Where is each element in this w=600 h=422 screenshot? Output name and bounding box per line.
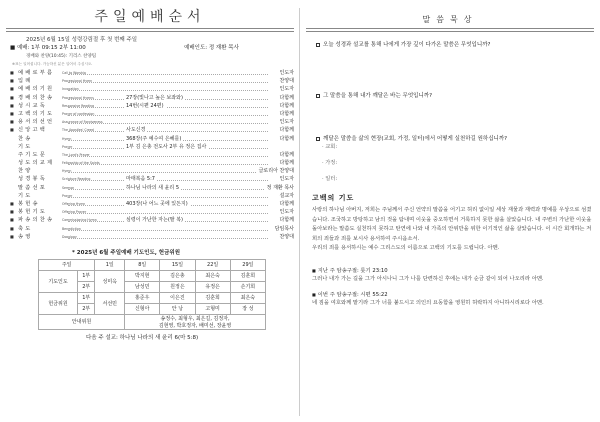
order-mark: ■ xyxy=(10,217,14,223)
order-english: Prayer xyxy=(62,193,73,198)
order-english: Assurance of Forgiveness xyxy=(62,120,103,125)
order-leader-dots xyxy=(68,123,268,124)
prayer-sub1: 1부 xyxy=(78,270,95,281)
order-leader: 담임목사 xyxy=(274,225,294,232)
order-leader-dots xyxy=(68,197,268,198)
order-leader: 인도자 xyxy=(279,119,294,126)
order-mark: ■ xyxy=(10,233,14,239)
order-leader-dots xyxy=(68,230,268,231)
order-item xyxy=(6,175,294,183)
order-english: Sermon xyxy=(62,185,75,190)
order-label: 축 도 xyxy=(18,225,31,232)
question-2 xyxy=(316,91,594,100)
confession-title: 고백의 기도 xyxy=(312,194,355,202)
order-content: 마태복음 5:7 xyxy=(126,176,155,183)
order-label: 봉 헌 기 도 xyxy=(18,209,46,216)
order-leader-dots xyxy=(68,180,268,181)
order-leader-dots xyxy=(68,156,268,157)
order-label: 예 배 로 부 름 xyxy=(18,70,53,76)
order-leader-dots xyxy=(68,213,268,214)
order-item xyxy=(6,135,294,143)
order-label: 용 서 의 선 언 xyxy=(18,119,53,126)
order-english: The Apostles' Creed xyxy=(62,128,94,133)
meditation-panel xyxy=(306,6,594,308)
checkbox-icon xyxy=(316,137,320,141)
schedule-cell: 안 낭 xyxy=(160,303,195,314)
order-label: 경 배 의 찬 송 xyxy=(18,94,53,101)
order-item xyxy=(6,94,294,102)
title-rule xyxy=(6,28,294,32)
order-mark: ■ xyxy=(10,209,14,215)
prayer-row-1 xyxy=(39,270,266,281)
order-item xyxy=(6,126,294,134)
order-label: 입 례 xyxy=(18,78,31,85)
schedule-cell: 박지현 xyxy=(125,270,160,281)
order-mark: ■ xyxy=(10,70,14,75)
order-leader: 인도자 xyxy=(279,176,294,183)
order-item xyxy=(6,102,294,110)
schedule-cell: 최은숙 xyxy=(195,270,230,281)
order-label: 고 백 의 기 도 xyxy=(18,110,53,117)
answer-space-2 xyxy=(306,100,594,134)
order-item xyxy=(6,192,294,200)
order-english: Offering Prayer xyxy=(62,210,87,215)
last-week-verse-label: 지난 주 암송구절: 룻기 23:10 xyxy=(317,267,388,274)
offer-row-1 xyxy=(39,292,266,303)
order-mark: ■ xyxy=(10,225,14,231)
order-mark: ■ xyxy=(10,86,14,92)
order-label: 성 시 교 독 xyxy=(18,102,46,109)
schedule-cell: 최은숙 xyxy=(230,292,265,303)
order-item xyxy=(6,151,294,159)
order-item xyxy=(6,167,294,175)
schedule-table xyxy=(38,259,266,330)
schedule-cell: 유정은 xyxy=(195,281,230,292)
schedule-header-cell: 8일 xyxy=(125,259,160,270)
order-english: Hymn xyxy=(62,169,72,174)
this-week-verse-heading xyxy=(312,290,594,298)
schedule-cell: 홍준우 xyxy=(125,292,160,303)
order-content: 14번(시편 24편) xyxy=(126,102,164,109)
order-english: The Lord's Prayer xyxy=(62,152,90,157)
order-label: 성 경 봉 독 xyxy=(18,176,46,183)
order-item xyxy=(6,216,294,224)
order-item xyxy=(6,200,294,208)
order-content: 368장(주 예수여 은혜를) xyxy=(126,135,182,142)
order-leader: 다함께 xyxy=(279,201,294,207)
worship-order-panel xyxy=(6,6,294,341)
order-english: Fellowship of the Saints xyxy=(62,161,100,166)
schedule-cell: 김훈희 xyxy=(230,270,265,281)
order-leader-dots xyxy=(68,74,268,75)
order-english: Invocation xyxy=(62,87,79,92)
order-label: 파 송 의 찬 송 xyxy=(18,217,53,224)
worship-order-title: 주일예배순서 xyxy=(94,9,206,25)
answer-work: · 일터: xyxy=(322,176,338,182)
schedule-header-cell: 15일 xyxy=(160,259,195,270)
guide-names xyxy=(125,314,266,329)
order-leader-dots xyxy=(68,131,268,132)
order-leader-dots xyxy=(68,172,268,173)
schedule-header-cell: 29일 xyxy=(230,259,265,270)
order-content: 27장(빛나고 높은 보좌와) xyxy=(126,94,183,101)
schedule-cell: 이은진 xyxy=(160,292,195,303)
next-week-sermon: 다음 주 설교: 하나님 나라의 새 윤리 6(마 5:8) xyxy=(86,334,199,341)
schedule-title: * 2025년 6월 주일예배 기도인도, 헌금위원 xyxy=(72,249,181,256)
schedule-cell: 원정은 xyxy=(160,281,195,292)
order-english: Responsive Reading xyxy=(62,103,95,108)
square-bullet-icon: ■ xyxy=(312,291,316,297)
question-3 xyxy=(316,134,594,143)
schedule-header-cell: 주일 xyxy=(39,259,95,270)
confession-text: 사랑의 하나님 아버지, 저희는 주님께서 주신 언약의 말씀을 어기고 허리 없이일 세상 재물과 재력과 명예를 우상으로 섬겼습니다. 조국하고 방탕하고 남의 것을 탐내며 이웃을 중오하면서 거룩하지 못한 삶을 살았습니다. 내 주변의 가난한 이웃을 돌아보라는 말씀도 실천하지 못하고 탄연에 나와 내 가족의 안위만을 위한 이기적인 삶을 살았습니다. 이 시간 회개하는 저희의 죄들과 죄를 보시사 용서하여 주시옵소서. xyxy=(312,207,592,242)
meditation-title: 말씀묵상 xyxy=(422,15,478,24)
schedule-cell: 장 성 xyxy=(230,303,265,314)
order-content: 사도신경 xyxy=(126,127,146,134)
order-label: 말 씀 선 포 xyxy=(18,184,46,191)
schedule-cell: 김은총 xyxy=(160,270,195,281)
order-leader-dots xyxy=(68,238,268,239)
this-week-verse-text: 네 짐을 여호와께 맡기라 그가 너를 붙드시고 의인의 요동함을 영원히 허락하지 아니하시리로다 아멘. xyxy=(312,299,544,306)
order-item xyxy=(6,85,294,93)
order-english: Scripture Reading xyxy=(62,177,91,182)
order-label: 주 기 도 문 xyxy=(18,151,46,158)
order-leader-dots xyxy=(68,90,268,91)
order-leader: 다함께 xyxy=(279,151,294,158)
praise-team-line: 경배와 찬양(10:45): 기리스 찬양팀 xyxy=(26,54,97,59)
square-bullet-icon: ■ xyxy=(312,267,316,273)
order-mark: ■ xyxy=(10,102,14,108)
question-2-text: 그 말씀을 통해 내가 깨달은 바는 무엇입니까? xyxy=(323,93,433,99)
order-mark: ■ xyxy=(10,127,14,133)
service-leader: 예배인도: 정 재환 목사 xyxy=(184,45,239,51)
answer-church: · 교회: xyxy=(322,144,338,150)
order-english: Processional Hymns xyxy=(62,95,94,100)
order-label: 기 도 xyxy=(18,192,31,199)
question-3-text: 깨달은 말씀을 삶의 현장(교회, 가정, 일터)에서 어떻게 실천하길 원하십니까? xyxy=(323,136,508,142)
order-mark: ■ xyxy=(10,119,14,125)
order-item xyxy=(6,184,294,192)
order-english: Processional Hymn xyxy=(62,79,93,84)
order-item xyxy=(6,159,294,167)
this-week-verse-label: 이번 주 암송구절: 시편 55:22 xyxy=(317,291,388,298)
schedule-cell: 신형아 xyxy=(125,303,160,314)
last-week-verse-heading xyxy=(312,266,594,274)
order-item xyxy=(6,77,294,85)
order-label: 예 배 의 기 원 xyxy=(18,86,53,93)
guide-label: 안내위원 xyxy=(39,314,125,329)
order-leader: 다함께 xyxy=(279,160,294,167)
confession-ending: 우리의 죄를 용서하시는 예수 그리스도의 이름으로 고백의 기도를 드립니다. 아멘. xyxy=(312,245,500,251)
order-item xyxy=(6,208,294,216)
order-item xyxy=(6,110,294,118)
order-leader: 정 재환 목사 xyxy=(266,184,294,191)
question-1 xyxy=(316,40,594,49)
answer-space-1 xyxy=(306,49,594,91)
order-leader: 찬양대 xyxy=(279,233,294,240)
order-mark: ■ xyxy=(10,110,14,116)
order-label: 성 도 의 교 제 xyxy=(18,160,53,167)
order-leader: 인도자 xyxy=(279,209,294,216)
order-label: 신 앙 고 백 xyxy=(18,127,46,134)
order-label: 찬 송 xyxy=(18,135,31,142)
order-mark: ■ xyxy=(10,94,14,100)
order-item xyxy=(6,69,294,77)
order-leader-dots xyxy=(68,115,268,116)
checkbox-icon xyxy=(316,43,320,47)
order-english: Doxology xyxy=(62,234,77,239)
order-leader: 다함께 xyxy=(279,135,294,142)
order-english: Call to Worship xyxy=(62,71,86,75)
order-item xyxy=(6,225,294,233)
order-leader: 인도자 xyxy=(279,70,294,76)
schedule-cell: 고형미 xyxy=(195,303,230,314)
order-leader: 글로리아 찬양대 xyxy=(258,168,294,175)
order-leader: 인도자 xyxy=(279,86,294,93)
schedule-cell: 남성민 xyxy=(125,281,160,292)
answer-home: · 가정: xyxy=(322,160,338,166)
order-label: 찬 양 xyxy=(18,168,31,175)
order-label: 봉 헌 송 xyxy=(18,201,38,207)
order-item xyxy=(6,233,294,241)
order-label: 송 영 xyxy=(18,233,31,240)
guide-names-line2: 김현영, 박호정자, 배미선, 장윤영 xyxy=(158,322,232,329)
order-english: Benediction xyxy=(62,226,81,231)
service-times xyxy=(6,43,294,53)
checkbox-icon xyxy=(316,94,320,98)
order-label: 기 도 xyxy=(18,143,31,150)
guide-names-line1: 송정수, 최형우, 최은길, 김정자, xyxy=(160,315,230,322)
schedule-cell: 손기희 xyxy=(230,281,265,292)
column-divider xyxy=(299,8,300,416)
offer-sub2: 2부 xyxy=(78,303,95,314)
order-leader: 다함께 xyxy=(279,102,294,109)
order-english: Hymn xyxy=(62,136,72,141)
order-content: 1부 김 은총 전도사 2부 유 정은 집사 xyxy=(126,143,207,150)
order-leader: 다함께 xyxy=(279,127,294,134)
order-leader: 다함께 xyxy=(279,94,294,101)
order-mark: ■ xyxy=(10,78,14,84)
offer-label: 헌금위원 xyxy=(39,292,78,314)
order-leader: 다함께 xyxy=(279,217,294,224)
schedule-header-row xyxy=(39,259,266,270)
order-english: Prayer of confession xyxy=(62,111,95,116)
order-list xyxy=(6,69,294,241)
meditation-rule xyxy=(306,28,594,32)
order-content: 심령이 가난한 자는(팔 복) xyxy=(126,217,183,224)
order-item xyxy=(6,118,294,126)
offer-leader: 서선민 xyxy=(95,292,125,314)
order-content: 하나님 나라의 새 윤리 5 xyxy=(126,184,180,191)
guide-row xyxy=(39,314,266,329)
order-leader: 찬양대 xyxy=(279,78,294,85)
question-1-text: 오늘 성경과 설교를 통해 나에게 가장 깊이 다가온 말씀은 무엇입니까? xyxy=(323,42,491,48)
last-week-verse-text: 그러나 내가 가는 길을 그가 아시나니 그가 나를 단련하신 후에는 내가 순금 같이 되어 나오리라 아멘. xyxy=(312,275,544,282)
order-english: Commissioning Hymn xyxy=(62,218,97,223)
offer-sub1: 1부 xyxy=(78,292,95,303)
order-leader: 설교자 xyxy=(279,192,294,199)
order-english: Offering Hymn xyxy=(62,202,86,206)
prayer-sub2: 2부 xyxy=(78,281,95,292)
service-date-line: 2025년 6월 15일 성령강림절 후 첫 번째 주일 xyxy=(26,37,138,43)
order-leader-dots xyxy=(68,164,268,165)
schedule-header-cell: 22일 xyxy=(195,259,230,270)
order-leader: 다함께 xyxy=(279,110,294,117)
order-leader-dots xyxy=(68,82,268,83)
service-times-left: ■ 예배: 1부 09:15 2부 11:00 xyxy=(10,45,86,51)
standing-note: ※표는 일어섭니다. 가능하신 분은 일어서 주십시오. xyxy=(12,62,93,66)
order-english: Prayer xyxy=(62,144,73,149)
order-item xyxy=(6,143,294,151)
order-leader-dots xyxy=(68,107,268,108)
prayer-label: 기도인도 xyxy=(39,270,78,292)
order-mark: ■ xyxy=(10,201,14,206)
schedule-header-cell: 1일 xyxy=(95,259,125,270)
prayer-leader: 성미옥 xyxy=(95,270,125,292)
order-content: 403장(나 어느 곳에 있든지) xyxy=(126,201,188,207)
schedule-cell: 김훈희 xyxy=(195,292,230,303)
